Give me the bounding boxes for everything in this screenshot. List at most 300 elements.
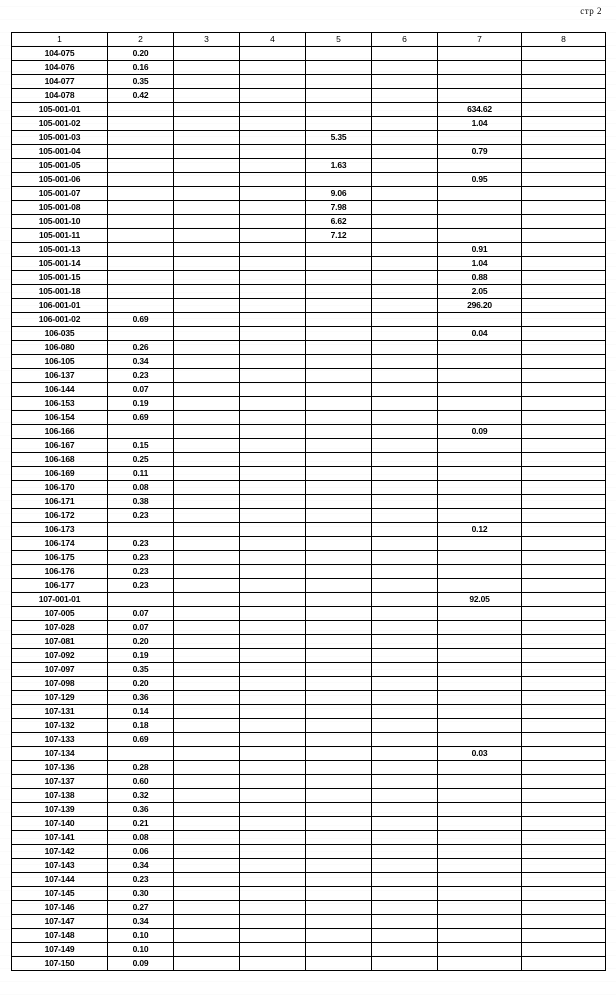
- cell-value: [438, 929, 522, 943]
- cell-value: [240, 537, 306, 551]
- table-row: [12, 915, 606, 929]
- table-row: [12, 397, 606, 411]
- cell-value: [174, 719, 240, 733]
- cell-value: [174, 285, 240, 299]
- cell-code: 106-035: [12, 327, 108, 341]
- cell-code: 107-132: [12, 719, 108, 733]
- cell-code: 104-075: [12, 47, 108, 61]
- table-row: [12, 201, 606, 215]
- cell-value: [174, 789, 240, 803]
- cell-code: 105-001-06: [12, 173, 108, 187]
- table-row: [12, 271, 606, 285]
- cell-value: [438, 369, 522, 383]
- cell-value: [438, 761, 522, 775]
- cell-value: [372, 75, 438, 89]
- cell-value: [306, 75, 372, 89]
- cell-value: 0.25: [108, 453, 174, 467]
- cell-value: [174, 215, 240, 229]
- table-row: [12, 243, 606, 257]
- cell-value: [174, 439, 240, 453]
- cell-value: [522, 145, 606, 159]
- cell-value: [240, 117, 306, 131]
- cell-code: 106-153: [12, 397, 108, 411]
- cell-value: [240, 341, 306, 355]
- table-row: [12, 733, 606, 747]
- cell-value: [174, 61, 240, 75]
- cell-value: [372, 327, 438, 341]
- cell-value: [438, 47, 522, 61]
- cell-value: [108, 187, 174, 201]
- cell-value: [108, 145, 174, 159]
- cell-value: [522, 901, 606, 915]
- cell-value: [306, 887, 372, 901]
- cell-value: [438, 509, 522, 523]
- cell-value: [522, 761, 606, 775]
- cell-value: [108, 285, 174, 299]
- cell-value: [372, 901, 438, 915]
- cell-value: [438, 467, 522, 481]
- cell-value: [372, 47, 438, 61]
- cell-value: [240, 747, 306, 761]
- cell-value: [522, 285, 606, 299]
- cell-value: [174, 705, 240, 719]
- cell-value: [372, 761, 438, 775]
- column-header-3: 3: [174, 33, 240, 47]
- table-header: [12, 33, 606, 47]
- table-row: [12, 579, 606, 593]
- cell-value: [240, 523, 306, 537]
- cell-value: [240, 943, 306, 957]
- cell-value: [372, 453, 438, 467]
- cell-code: 104-078: [12, 89, 108, 103]
- cell-code: 107-137: [12, 775, 108, 789]
- table-row: [12, 509, 606, 523]
- table-row: [12, 621, 606, 635]
- cell-value: [240, 383, 306, 397]
- cell-code: 106-166: [12, 425, 108, 439]
- cell-value: [438, 551, 522, 565]
- cell-value: [438, 887, 522, 901]
- cell-value: [522, 719, 606, 733]
- cell-value: [174, 691, 240, 705]
- cell-value: [108, 229, 174, 243]
- cell-value: [438, 817, 522, 831]
- cell-value: [372, 313, 438, 327]
- cell-value: [522, 523, 606, 537]
- cell-value: 0.34: [108, 915, 174, 929]
- cell-value: [174, 733, 240, 747]
- cell-value: [522, 775, 606, 789]
- table-row: [12, 495, 606, 509]
- cell-value: [306, 901, 372, 915]
- cell-value: 0.16: [108, 61, 174, 75]
- cell-value: [240, 803, 306, 817]
- cell-value: [306, 313, 372, 327]
- cell-value: [306, 411, 372, 425]
- table-row: [12, 845, 606, 859]
- cell-value: [438, 607, 522, 621]
- cell-value: [438, 943, 522, 957]
- cell-code: 104-076: [12, 61, 108, 75]
- cell-value: 0.09: [108, 957, 174, 971]
- cell-value: [306, 579, 372, 593]
- cell-value: [306, 915, 372, 929]
- cell-value: 0.10: [108, 929, 174, 943]
- cell-value: [372, 537, 438, 551]
- cell-value: [306, 355, 372, 369]
- cell-code: 107-150: [12, 957, 108, 971]
- cell-value: [372, 509, 438, 523]
- cell-value: [372, 915, 438, 929]
- cell-value: 634.62: [438, 103, 522, 117]
- cell-value: [306, 453, 372, 467]
- cell-code: 106-173: [12, 523, 108, 537]
- table-row: [12, 453, 606, 467]
- cell-value: [108, 593, 174, 607]
- cell-value: [174, 635, 240, 649]
- cell-value: 0.08: [108, 481, 174, 495]
- cell-value: 0.23: [108, 509, 174, 523]
- cell-value: [372, 775, 438, 789]
- cell-value: [372, 523, 438, 537]
- cell-value: 0.07: [108, 621, 174, 635]
- cell-value: [306, 425, 372, 439]
- cell-code: 105-001-13: [12, 243, 108, 257]
- cell-value: 0.88: [438, 271, 522, 285]
- cell-value: [522, 593, 606, 607]
- cell-value: [438, 691, 522, 705]
- cell-code: 107-140: [12, 817, 108, 831]
- cell-value: [240, 229, 306, 243]
- cell-value: [372, 621, 438, 635]
- table-row: [12, 831, 606, 845]
- cell-value: 7.98: [306, 201, 372, 215]
- cell-value: [306, 495, 372, 509]
- cell-value: [306, 509, 372, 523]
- cell-value: [306, 103, 372, 117]
- cell-value: [522, 229, 606, 243]
- cell-value: [522, 341, 606, 355]
- cell-value: 0.07: [108, 383, 174, 397]
- cell-value: [306, 523, 372, 537]
- cell-code: 107-081: [12, 635, 108, 649]
- cell-value: [240, 593, 306, 607]
- cell-value: 0.35: [108, 663, 174, 677]
- table-row: [12, 341, 606, 355]
- cell-value: [438, 313, 522, 327]
- cell-value: 0.20: [108, 47, 174, 61]
- cell-value: [438, 859, 522, 873]
- cell-value: [306, 481, 372, 495]
- cell-value: [522, 481, 606, 495]
- cell-code: 106-172: [12, 509, 108, 523]
- cell-code: 106-176: [12, 565, 108, 579]
- cell-value: [306, 341, 372, 355]
- cell-value: [372, 649, 438, 663]
- cell-value: [438, 621, 522, 635]
- cell-code: 106-169: [12, 467, 108, 481]
- cell-value: [306, 47, 372, 61]
- cell-value: [372, 229, 438, 243]
- cell-value: [174, 369, 240, 383]
- table-row: [12, 61, 606, 75]
- cell-value: [240, 957, 306, 971]
- cell-value: [240, 215, 306, 229]
- cell-value: [522, 873, 606, 887]
- table-row: [12, 943, 606, 957]
- cell-value: [372, 943, 438, 957]
- cell-value: [522, 887, 606, 901]
- cell-value: [174, 229, 240, 243]
- cell-value: [306, 117, 372, 131]
- cell-value: [306, 369, 372, 383]
- table-row: [12, 467, 606, 481]
- table-row: [12, 859, 606, 873]
- cell-value: [372, 383, 438, 397]
- table-row: [12, 677, 606, 691]
- cell-value: [174, 649, 240, 663]
- cell-value: 0.79: [438, 145, 522, 159]
- cell-value: [372, 607, 438, 621]
- cell-value: 7.12: [306, 229, 372, 243]
- cell-value: [240, 145, 306, 159]
- page-number-label: стр 2: [580, 6, 602, 16]
- cell-value: [372, 411, 438, 425]
- cell-value: [174, 873, 240, 887]
- cell-value: [174, 243, 240, 257]
- cell-value: [174, 89, 240, 103]
- cell-value: [372, 789, 438, 803]
- cell-value: [438, 397, 522, 411]
- data-table-wrapper: [11, 32, 605, 971]
- cell-value: [240, 565, 306, 579]
- cell-value: [240, 761, 306, 775]
- cell-code: 106-154: [12, 411, 108, 425]
- cell-value: [306, 677, 372, 691]
- cell-value: [306, 243, 372, 257]
- cell-code: 105-001-08: [12, 201, 108, 215]
- cell-code: 106-144: [12, 383, 108, 397]
- cell-value: [438, 61, 522, 75]
- cell-value: 0.35: [108, 75, 174, 89]
- cell-value: [240, 705, 306, 719]
- cell-value: [522, 859, 606, 873]
- cell-code: 107-146: [12, 901, 108, 915]
- cell-value: 0.91: [438, 243, 522, 257]
- cell-value: 0.28: [108, 761, 174, 775]
- cell-value: [522, 845, 606, 859]
- cell-value: 0.69: [108, 411, 174, 425]
- cell-value: [306, 845, 372, 859]
- cell-code: 105-001-03: [12, 131, 108, 145]
- cell-value: [438, 733, 522, 747]
- cell-code: 105-001-01: [12, 103, 108, 117]
- table-row: [12, 187, 606, 201]
- cell-value: 0.09: [438, 425, 522, 439]
- cell-value: [522, 789, 606, 803]
- table-row: [12, 327, 606, 341]
- table-row: [12, 887, 606, 901]
- cell-value: [306, 593, 372, 607]
- cell-code: 105-001-14: [12, 257, 108, 271]
- cell-value: [108, 215, 174, 229]
- cell-value: [522, 705, 606, 719]
- table-row: [12, 663, 606, 677]
- cell-code: 107-144: [12, 873, 108, 887]
- cell-value: [306, 285, 372, 299]
- table-row: [12, 481, 606, 495]
- table-row: [12, 411, 606, 425]
- cell-value: [438, 75, 522, 89]
- table-row: [12, 425, 606, 439]
- cell-value: [522, 439, 606, 453]
- cell-value: 0.69: [108, 313, 174, 327]
- cell-value: [522, 187, 606, 201]
- cell-value: [372, 747, 438, 761]
- cell-value: [174, 803, 240, 817]
- cell-value: [372, 257, 438, 271]
- cell-value: [372, 299, 438, 313]
- table-row: [12, 215, 606, 229]
- cell-value: [522, 61, 606, 75]
- cell-value: [174, 747, 240, 761]
- cell-value: [438, 131, 522, 145]
- cell-value: [240, 859, 306, 873]
- cell-value: 0.07: [108, 607, 174, 621]
- cell-value: [174, 425, 240, 439]
- cell-value: [372, 355, 438, 369]
- cell-value: [372, 873, 438, 887]
- cell-code: 106-171: [12, 495, 108, 509]
- cell-value: 0.36: [108, 691, 174, 705]
- cell-value: [372, 159, 438, 173]
- cell-value: [306, 733, 372, 747]
- cell-value: [240, 61, 306, 75]
- cell-value: [174, 397, 240, 411]
- cell-code: 107-149: [12, 943, 108, 957]
- cell-value: [522, 677, 606, 691]
- cell-code: 107-005: [12, 607, 108, 621]
- cell-code: 106-001-02: [12, 313, 108, 327]
- table-row: [12, 159, 606, 173]
- cell-value: 1.04: [438, 117, 522, 131]
- cell-value: [306, 467, 372, 481]
- cell-value: [108, 271, 174, 285]
- cell-value: [372, 187, 438, 201]
- table-row: [12, 817, 606, 831]
- cell-value: 0.95: [438, 173, 522, 187]
- cell-value: [174, 313, 240, 327]
- cell-value: [174, 117, 240, 131]
- cell-value: [522, 467, 606, 481]
- cell-value: [174, 663, 240, 677]
- cell-value: [438, 159, 522, 173]
- cell-value: [306, 537, 372, 551]
- cell-value: [306, 327, 372, 341]
- cell-value: [438, 411, 522, 425]
- cell-value: [522, 747, 606, 761]
- table-row: [12, 607, 606, 621]
- cell-value: 5.35: [306, 131, 372, 145]
- cell-value: 0.06: [108, 845, 174, 859]
- cell-value: [174, 565, 240, 579]
- cell-value: [174, 677, 240, 691]
- cell-value: [240, 509, 306, 523]
- cell-value: [240, 103, 306, 117]
- cell-value: 0.10: [108, 943, 174, 957]
- cell-value: [306, 173, 372, 187]
- cell-value: [372, 719, 438, 733]
- cell-value: 92.05: [438, 593, 522, 607]
- cell-value: [174, 257, 240, 271]
- cell-code: 107-097: [12, 663, 108, 677]
- cell-value: [108, 117, 174, 131]
- cell-value: [174, 327, 240, 341]
- cell-code: 106-105: [12, 355, 108, 369]
- cell-value: [108, 327, 174, 341]
- cell-value: 0.14: [108, 705, 174, 719]
- cell-value: [240, 439, 306, 453]
- cell-value: 0.23: [108, 579, 174, 593]
- cell-value: [438, 89, 522, 103]
- cell-code: 106-175: [12, 551, 108, 565]
- cell-value: 0.19: [108, 397, 174, 411]
- cell-code: 106-001-01: [12, 299, 108, 313]
- cell-value: [240, 467, 306, 481]
- cell-value: [522, 383, 606, 397]
- cell-value: [522, 201, 606, 215]
- cell-value: [306, 691, 372, 705]
- cell-value: [372, 551, 438, 565]
- cell-value: [240, 649, 306, 663]
- cell-value: [372, 439, 438, 453]
- cell-value: [306, 383, 372, 397]
- cell-value: [372, 89, 438, 103]
- table-row: [12, 957, 606, 971]
- cell-value: [174, 831, 240, 845]
- cell-code: 106-168: [12, 453, 108, 467]
- cell-value: [240, 313, 306, 327]
- cell-value: [240, 131, 306, 145]
- cell-value: 0.42: [108, 89, 174, 103]
- cell-value: [174, 383, 240, 397]
- cell-value: 0.18: [108, 719, 174, 733]
- cell-value: [108, 747, 174, 761]
- cell-value: [438, 579, 522, 593]
- cell-value: [522, 943, 606, 957]
- cell-value: [372, 131, 438, 145]
- cell-value: [522, 579, 606, 593]
- cell-value: 0.04: [438, 327, 522, 341]
- cell-value: [174, 467, 240, 481]
- cell-code: 107-145: [12, 887, 108, 901]
- cell-value: [372, 803, 438, 817]
- cell-value: [522, 397, 606, 411]
- table-row: [12, 803, 606, 817]
- cell-value: [174, 593, 240, 607]
- cell-value: 0.34: [108, 859, 174, 873]
- cell-value: [174, 159, 240, 173]
- cell-value: [108, 201, 174, 215]
- column-header-6: 6: [372, 33, 438, 47]
- cell-value: [240, 299, 306, 313]
- cell-value: 0.23: [108, 369, 174, 383]
- cell-value: [306, 621, 372, 635]
- cell-value: [174, 579, 240, 593]
- cell-value: [306, 271, 372, 285]
- cell-value: 0.23: [108, 551, 174, 565]
- cell-value: [306, 61, 372, 75]
